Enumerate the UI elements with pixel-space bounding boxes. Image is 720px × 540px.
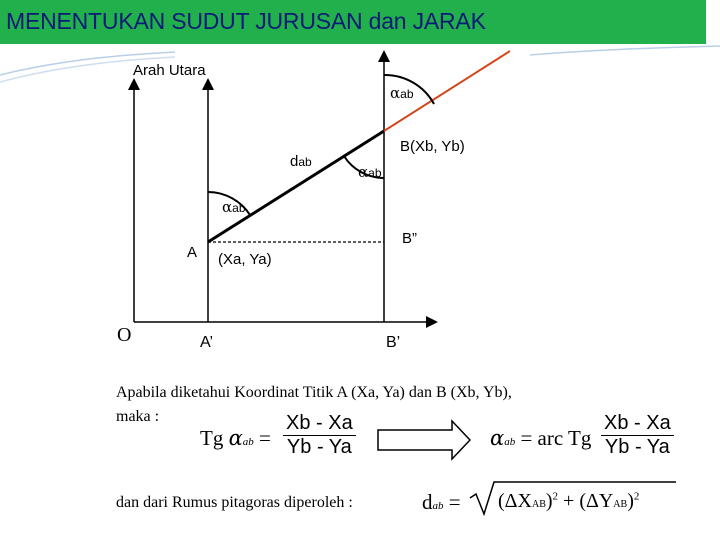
- text-line-1: Apabila diketahui Koordinat Titik A (Xa, Ya) dan B (Xb, Yb),: [116, 384, 512, 401]
- decor-swoosh-right: [530, 46, 720, 55]
- implies-arrow: [378, 421, 470, 459]
- point-a-coords: (Xa, Ya): [218, 251, 272, 268]
- fraction-right: [600, 412, 675, 459]
- origin-label: O: [117, 324, 132, 346]
- fraction-left-denominator: Yb - Ya: [283, 435, 356, 459]
- distance-label: dab: [290, 153, 312, 170]
- formula-tg: Tg αab =: [200, 426, 271, 450]
- angle-label-a: αab: [222, 198, 246, 216]
- point-a-label: A: [187, 244, 198, 261]
- sqrt-content: $(\Delta XAB)^2 + (\Delta YAB)^2$: [498, 490, 640, 512]
- fraction-right-denominator: Yb - Ya: [601, 435, 674, 459]
- fraction-left-numerator: Xb - Xa: [286, 412, 353, 434]
- text-line-3: dan dari Rumus pitagoras diperoleh :: [116, 494, 353, 511]
- point-b2-label: B”: [402, 230, 417, 247]
- point-b-label: B(Xb, Yb): [400, 138, 465, 155]
- north-label: Arah Utara: [133, 62, 206, 79]
- page-title: MENENTUKAN SUDUT JURUSAN dan JARAK: [6, 8, 486, 34]
- b-prime-label: B’: [386, 334, 401, 351]
- line-a-b: [208, 131, 384, 242]
- angle-label-top: αab: [390, 84, 414, 102]
- a-prime-label: A’: [200, 334, 214, 351]
- angle-label-b: αab: [358, 163, 382, 181]
- fraction-left: [282, 412, 357, 459]
- formula-arctg: αab = arc Tg: [490, 426, 592, 450]
- formula-distance: dab =: [422, 490, 461, 514]
- text-line-2: maka :: [116, 408, 160, 425]
- fraction-right-numerator: Xb - Xa: [604, 412, 671, 434]
